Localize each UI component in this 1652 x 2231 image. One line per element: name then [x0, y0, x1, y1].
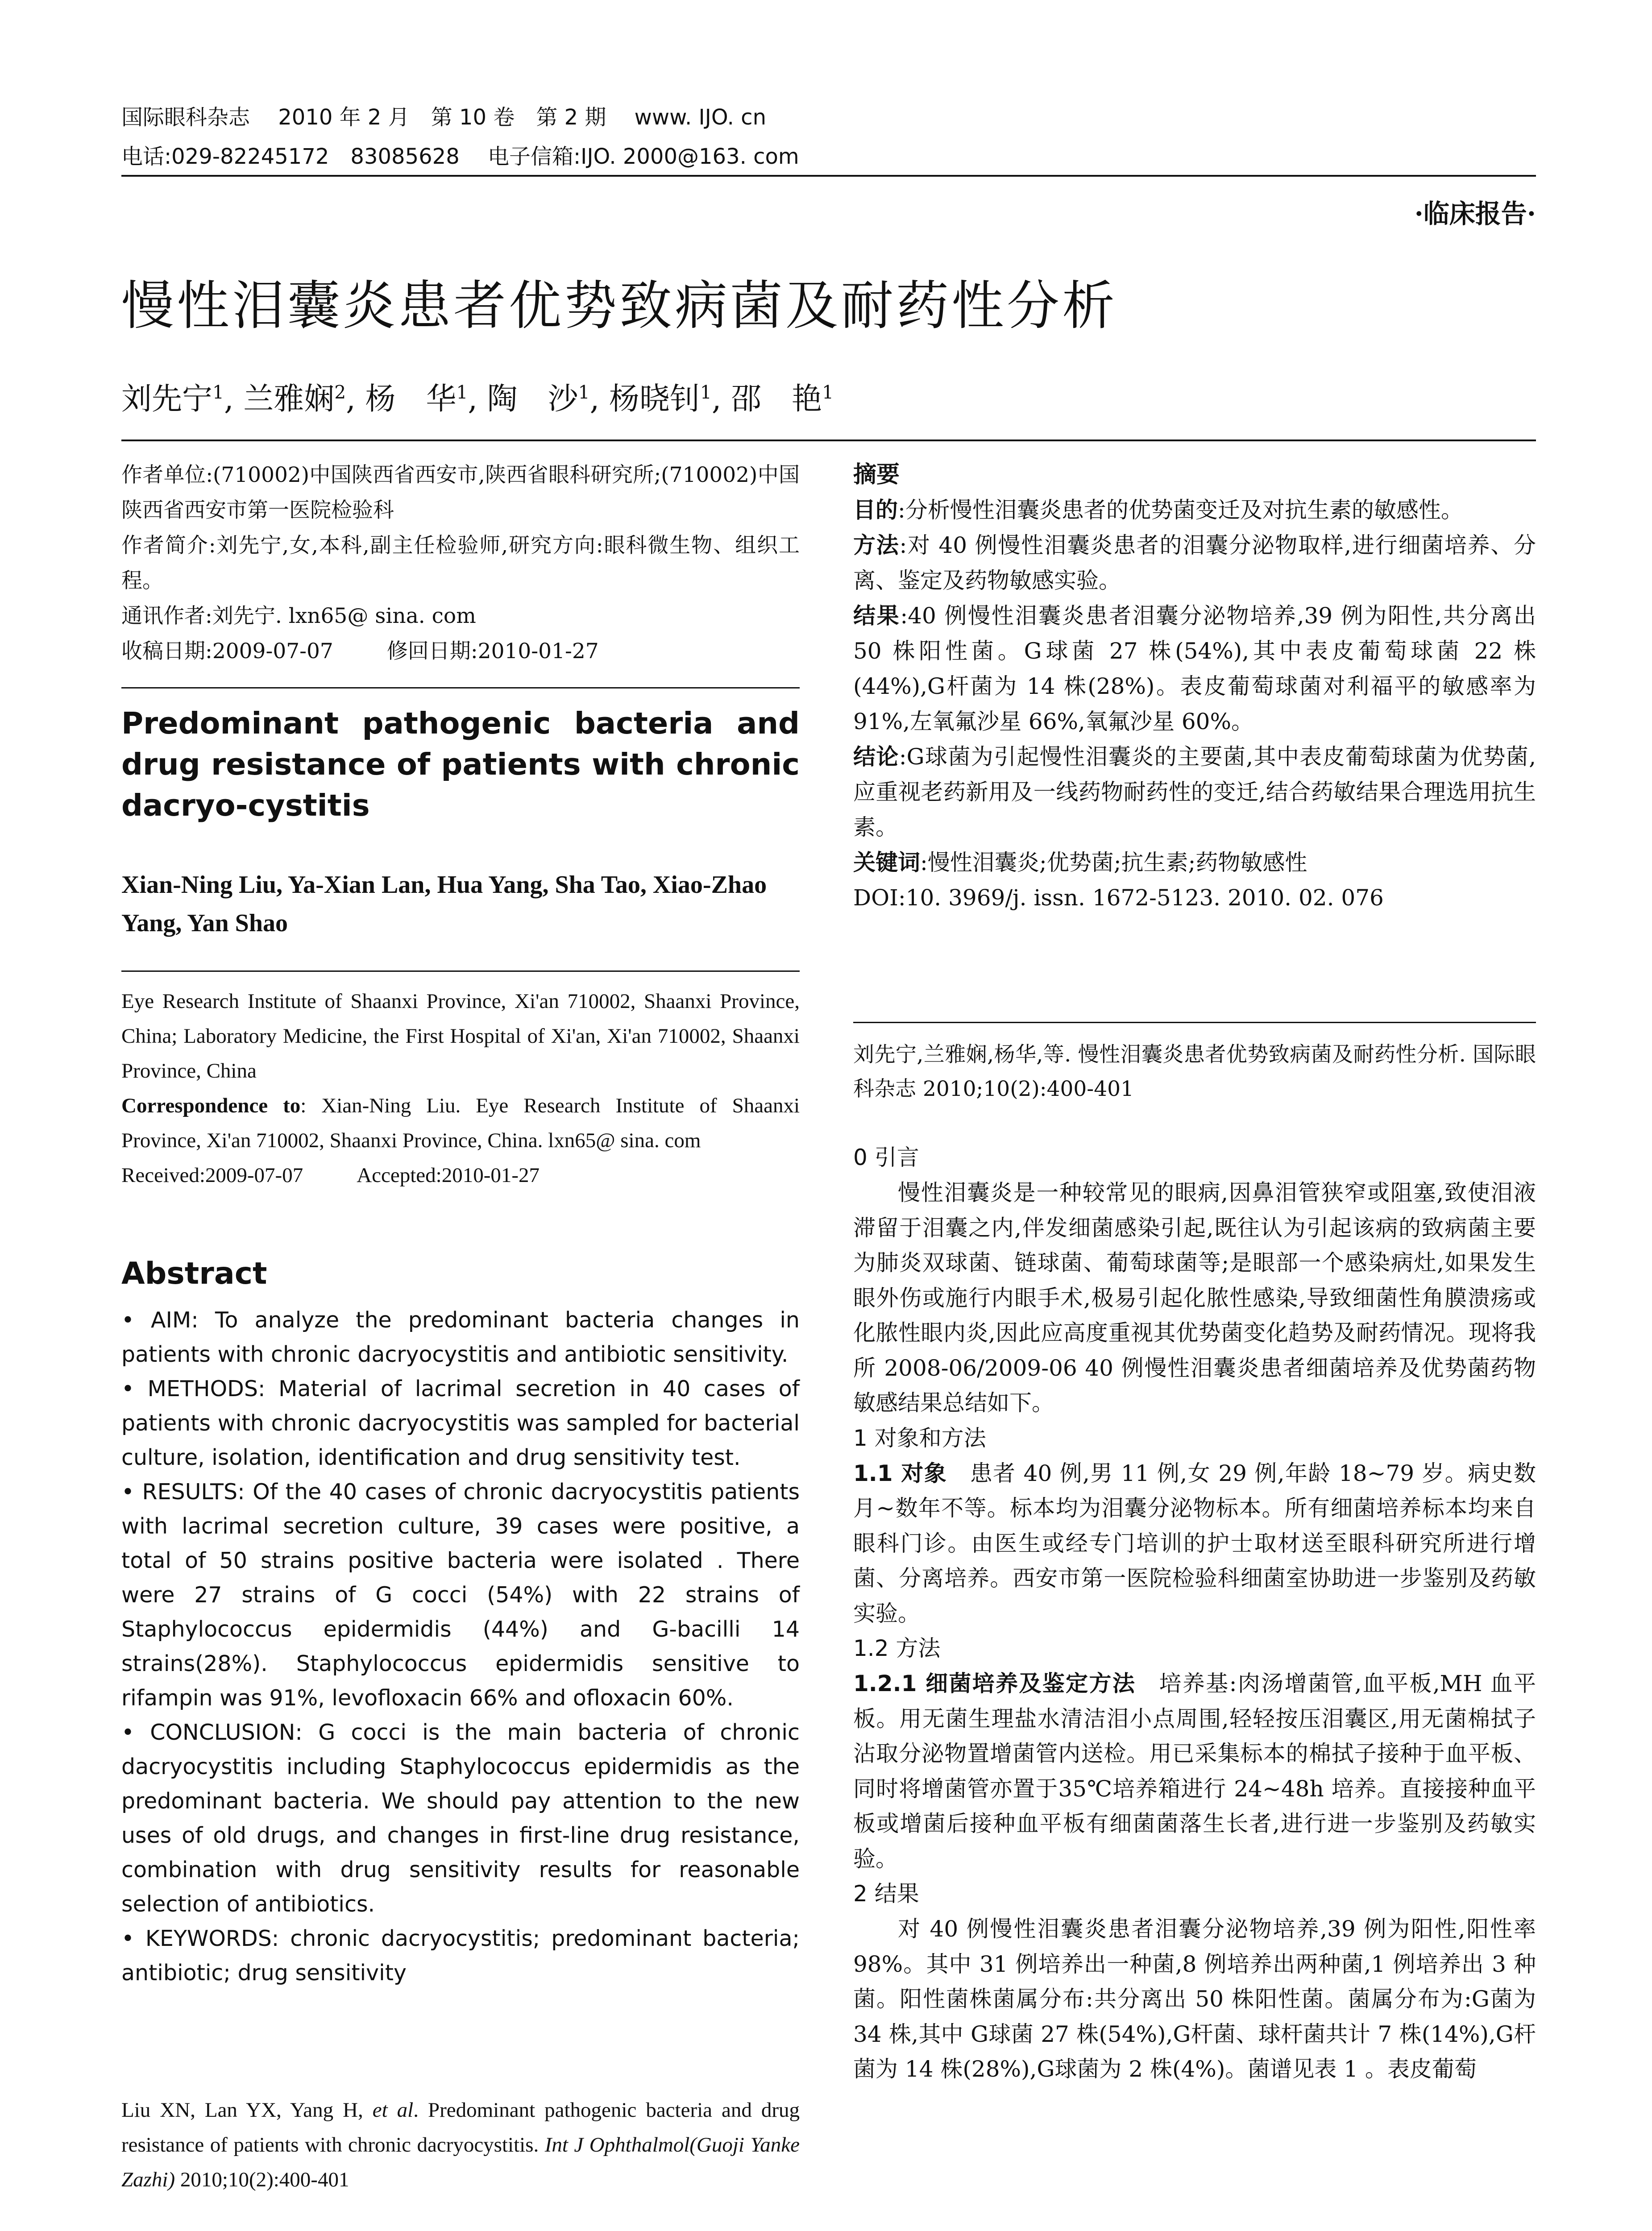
abstract-cn-methods: 方法:对 40 例慢性泪囊炎患者的泪囊分泌物取样,进行细菌培养、分离、鉴定及药物敏感实验。 [853, 532, 1536, 593]
abstract-cn-aim: 目的:分析慢性泪囊炎患者的优势菌变迁及对抗生素的敏感性。 [853, 497, 1463, 523]
citation-en: Liu XN, Lan YX, Yang H, et al. Predominant pathogenic bacteria and drug resistance of patients with chronic dacryocystitis. Int J Ophthalmol(Guoji Yanke Zazhi) 2010;10(2):400-401 [121, 2098, 800, 2191]
info-rule [121, 687, 800, 688]
affiliation-en-block [121, 984, 800, 1193]
section-tag: ·临床报告· [1414, 199, 1536, 229]
abstract-en-heading: Abstract [121, 1256, 267, 1291]
abstract-en-keywords: • KEYWORDS: chronic dacryocystitis; predominant bacteria; antibiotic; drug sensitivity [121, 1926, 800, 1986]
affiliation-en: Eye Research Institute of Shaanxi Province, Xi'an 710002, Shaanxi Province, China; Laboratory Medicine, the First Hospital of Xi'an, Xi'an 710002, Shaanxi Province, China [121, 990, 800, 1082]
correspondence-en: Correspondence to: Xian-Ning Liu. Eye Research Institute of Shaanxi Province, Xi'an 710002, Shaanxi Province, China. lxn65@ sina. com [121, 1094, 800, 1152]
header-rule [121, 175, 1536, 177]
citation-cn: 刘先宁,兰雅娴,杨华,等. 慢性泪囊炎患者优势致病菌及耐药性分析. 国际眼科杂志 2010;10(2):400-401 [853, 1042, 1536, 1101]
affiliation-cn: 作者单位:(710002)中国陕西省西安市,陕西省眼科研究所;(710002)中国陕西省西安市第一医院检验科 [121, 463, 800, 523]
results-paragraph: 对 40 例慢性泪囊炎患者泪囊分泌物培养,39 例为阳性,阳性率 98%。其中 31 例培养出一种菌,8 例培养出两种菌,1 例培养出 3 种菌。阳性菌株菌属分布:共分离出 50 株阳性菌。菌属分布为:G菌为 34 株,其中 G球菌 27 株(54%),G杆菌、球杆菌共计 7 株(14%),G杆菌为 14 株(28%),G球菌为 2 株(4%)。菌谱见表 1 。表皮葡萄 [853, 1916, 1536, 2082]
body-text [853, 1140, 1536, 2087]
authors-en-rule [121, 970, 800, 972]
author-cn: 杨 华$^1$ [365, 382, 468, 417]
author-cn: 陶 沙$^1$ [487, 382, 590, 417]
abstract-cn-rule [853, 1022, 1536, 1023]
abstract-cn [853, 493, 1536, 916]
abstract-cn-heading: 摘要 [853, 461, 900, 488]
abstract-en-conclusion: • CONCLUSION: G cocci is the main bacteria of chronic dacryocystitis including Staphylococcus epidermidis as the predominant bacteria. We should pay attention to the new uses of old drugs, and changes in first-line drug resistance, combination with drug sensitivity results for reasonable selection of antibiotics. [121, 1720, 800, 1917]
authors-rule [121, 440, 1536, 441]
doi: DOI:10. 3969/j. issn. 1672-5123. 2010. 02. 076 [853, 885, 1384, 911]
dates-cn: 收稿日期:2009-07-07 修回日期:2010-01-27 [121, 639, 599, 663]
correspondence-cn: 通讯作者:刘先宁. lxn65@ sina. com [121, 604, 476, 628]
author-cn: 刘先宁$^1$ [121, 382, 224, 417]
authors-en: Xian-Ning Liu, Ya-Xian Lan, Hua Yang, Sha Tao, Xiao-Zhao Yang, Yan Shao [121, 871, 767, 937]
author-cn: 兰雅娴$^2$ [243, 382, 346, 417]
author-info [121, 457, 800, 669]
journal-header-line1: 国际眼科杂志 2010 年 2 月 第 10 卷 第 2 期 www. IJO. cn [121, 105, 766, 130]
journal-header-line2: 电话:029-82245172 83085628 电子信箱:IJO. 2000@163. com [121, 144, 799, 169]
author-cn: 杨晓钊$^1$ [609, 382, 712, 417]
author-bio-cn: 作者简介:刘先宁,女,本科,副主任检验师,研究方向:眼科微生物、组织工程。 [121, 533, 800, 593]
method-subheading: 1.2 方法 [853, 1635, 941, 1661]
abstract-en [121, 1303, 800, 1990]
subjects-paragraph: 1.1 对象 患者 40 例,男 11 例,女 29 例,年龄 18~79 岁。病史数月~数年不等。标本均为泪囊分泌物标本。所有细菌培养标本均来自眼科门诊。由医生或经专门培训的护士取材送至眼科研究所进行增菌、分离培养。西安市第一医院检验科细菌室协助进一步鉴别及药敏实验。 [853, 1460, 1536, 1626]
paper-title-cn: 慢性泪囊炎患者优势致病菌及耐药性分析 [121, 275, 1118, 336]
intro-paragraph: 慢性泪囊炎是一种较常见的眼病,因鼻泪管狭窄或阻塞,致使泪液滞留于泪囊之内,伴发细菌感染引起,既往认为引起该病的致病菌主要为肺炎双球菌、链球菌、葡萄球菌等;是眼部一个感染病灶,如果发生眼外伤或施行内眼手术,极易引起化脓性感染,导致细菌性角膜溃疡或化脓性眼内炎,因此应高度重视其优势菌变化趋势及耐药情况。现将我所 2008-06/2009-06 40 例慢性泪囊炎患者细菌培养及优势菌药物敏感结果总结如下。 [853, 1180, 1536, 1416]
authors-cn: 刘先宁$^1$, 兰雅娴$^2$, 杨 华$^1$, 陶 沙$^1$, 杨晓钊$^1$, 邵 艳$^1$ [121, 382, 834, 417]
author-cn: 邵 艳$^1$ [731, 382, 834, 417]
intro-heading: 0 引言 [853, 1145, 919, 1170]
abstract-cn-results: 结果:40 例慢性泪囊炎患者泪囊分泌物培养,39 例为阳性,共分离出 50 株阳性菌。G球菌 27 株(54%),其中表皮葡萄球菌 22 株(44%),G杆菌为 14 株(28%)。表皮葡萄球菌对利福平的敏感率为 91%,左氧氟沙星 66%,氧氟沙星 60%。 [853, 603, 1536, 734]
abstract-en-aim: • AIM: To analyze the predominant bacteria changes in patients with chronic dacryocystitis and antibiotic sensitivity. [121, 1307, 800, 1367]
abstract-en-methods: • METHODS: Material of lacrimal secretion in 40 cases of patients with chronic dacryocystitis was sampled for bacterial culture, isolation, identification and drug sensitivity test. [121, 1376, 800, 1470]
dates-en: Received:2009-07-07 Accepted:2010-01-27 [121, 1164, 540, 1187]
abstract-cn-keywords: 关键词:慢性泪囊炎;优势菌;抗生素;药物敏感性 [853, 850, 1307, 875]
abstract-cn-conclusion: 结论:G球菌为引起慢性泪囊炎的主要菌,其中表皮葡萄球菌为优势菌,应重视老药新用及一线药物耐药性的变迁,结合药敏结果合理选用抗生素。 [853, 744, 1536, 840]
abstract-en-results: • RESULTS: Of the 40 cases of chronic dacryocystitis patients with lacrimal secretion culture, 39 cases were positive, a total of 50 strains positive bacteria were isolated . There were 27 strains of G cocci (54%) with 22 strains of Staphylococcus epidermidis (44%) and G-bacilli 14 strains(28%). Staphylococcus epidermidis sensitive to rifampin was 91%, levofloxacin 66% and ofloxacin 60%. [121, 1479, 800, 1711]
paper-title-en: Predominant pathogenic bacteria and drug resistance of patients with chronic dacryo-cystitis [121, 706, 800, 823]
methods-heading: 1 对象和方法 [853, 1425, 986, 1451]
culture-paragraph: 1.2.1 细菌培养及鉴定方法 培养基:肉汤增菌管,血平板,MH 血平板。用无菌生理盐水清洁泪小点周围,轻轻按压泪囊区,用无菌棉拭子沾取分泌物置增菌管内送检。用已采集标本的棉拭子接种于血平板、同时将增菌管亦置于35℃培养箱进行 24~48h 培养。直接接种血平板或增菌后接种血平板有细菌菌落生长者,进行进一步鉴别及药敏实验。 [853, 1671, 1536, 1872]
results-heading: 2 结果 [853, 1881, 919, 1907]
